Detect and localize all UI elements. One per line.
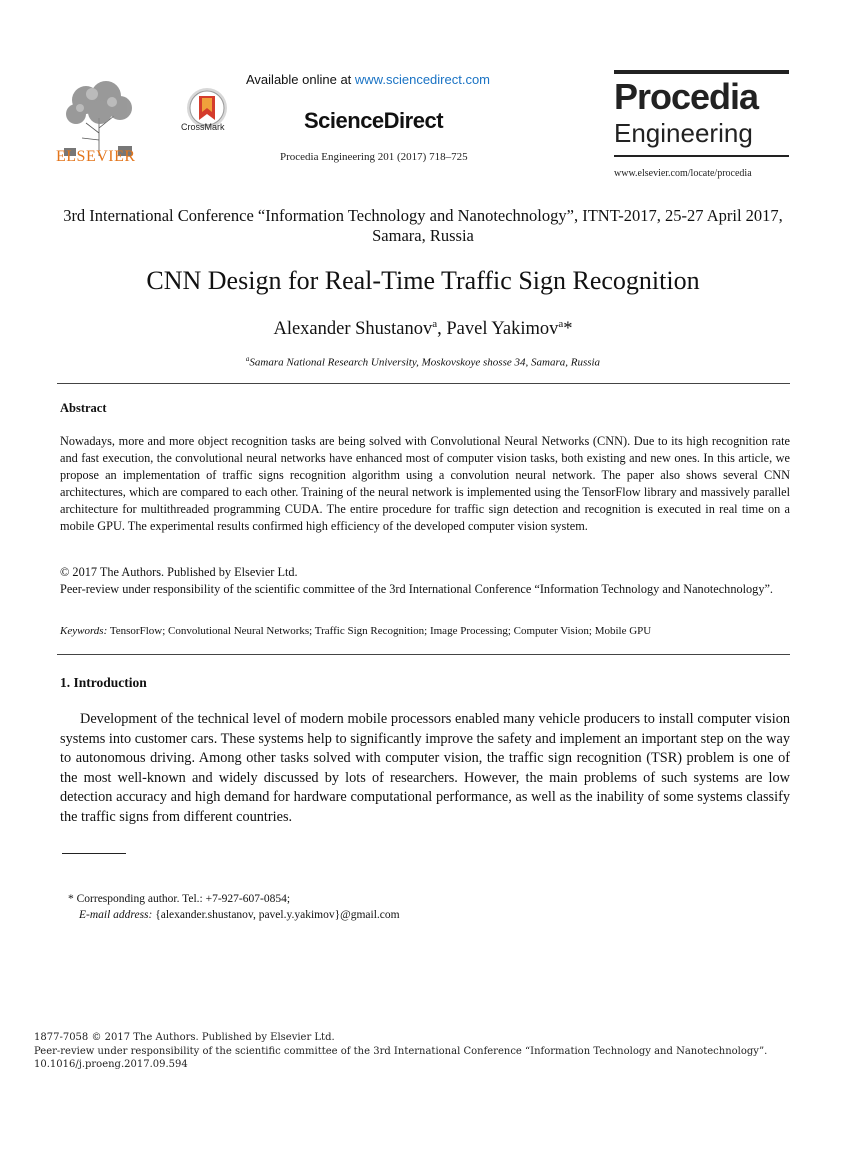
- abstract-heading: Abstract: [60, 401, 107, 415]
- author-name: Alexander Shustanov: [273, 319, 433, 340]
- footer-issn: 1877-7058 © 2017 The Authors. Published by Elsevier Ltd.: [34, 1032, 335, 1043]
- procedia-subtitle: Engineering: [614, 118, 753, 148]
- abstract-bottom-rule: [57, 654, 790, 655]
- copyright-line: © 2017 The Authors. Published by Elsevier Ltd.: [60, 565, 298, 579]
- peer-review-line: Peer-review under responsibility of the scientific committee of the 3rd International Conference “Information Technology and Nanotechnology”.: [60, 582, 774, 596]
- email-note: [79, 909, 400, 921]
- footer-doi[interactable]: 10.1016/j.proeng.2017.09.594: [34, 1059, 188, 1070]
- procedia-top-bar: [614, 70, 789, 74]
- email-label: E-mail address:: [79, 909, 153, 921]
- availability-prefix: Available online at: [246, 72, 355, 87]
- email-address[interactable]: {alexander.shustanov, pavel.y.yakimov}@gmail.com: [152, 909, 400, 921]
- conference-line: 3rd International Conference “Information Technology and Nanotechnology”, ITNT-2017, 25-27 April 2017, Samara, Russia: [63, 206, 783, 245]
- author-affil-mark: a: [558, 318, 564, 330]
- abstract-body: Nowadays, more and more object recognition tasks are being solved with Convolutional Neural Networks (CNN). Due to its high recognition rate and fast execution, the convolutional neural networks have enhanced most of computer vision tasks, both existing and new ones. In this article, we propose an implementation of traffic signs recognition algorithm using a convolution neural network. The paper also shows several CNN architectures, which are compared to each other. Training of the neural network is implemented using the TensorFlow library and massively parallel architecture for multithreaded programming CUDA. The entire procedure for traffic sign detection and recognition is executed in real time on a mobile GPU. The experimental results confirmed high efficiency of the developed computer vision system.: [60, 434, 790, 533]
- sciencedirect-link[interactable]: www.sciencedirect.com: [354, 72, 491, 87]
- author-list: [40, 318, 806, 340]
- footer-peer-review: Peer-review under responsibility of the scientific committee of the 3rd International Conference “Information Technology and Nanotechnology”.: [34, 1045, 768, 1057]
- page-footer: [34, 1031, 794, 1072]
- affiliation-mark: a: [245, 355, 250, 363]
- keywords-label: Keywords:: [60, 625, 108, 637]
- journal-reference: Procedia Engineering 201 (2017) 718–725: [280, 151, 468, 163]
- affiliation-text: Samara National Research University, Moskovskoye shosse 34, Samara, Russia: [249, 356, 601, 369]
- keywords-list: TensorFlow; Convolutional Neural Networks; Traffic Sign Recognition; Image Processing; Computer Vision; Mobile GPU: [107, 625, 652, 637]
- author-name: Pavel Yakimov: [446, 319, 559, 340]
- footnote-rule: [62, 853, 126, 854]
- sciencedirect-wordmark: ScienceDirect: [304, 108, 444, 133]
- copyright-block: [60, 564, 790, 598]
- procedia-title: Procedia: [614, 76, 759, 117]
- abstract-top-rule: [57, 383, 790, 384]
- author-affil-mark: a: [432, 318, 438, 330]
- corresponding-author-note: * Corresponding author. Tel.: +7-927-607-0854;: [68, 893, 291, 905]
- author-separator: ,: [437, 319, 447, 340]
- availability-line: [246, 72, 490, 87]
- introduction-body: Development of the technical level of modern mobile processors enabled many vehicle producers to install computer vision systems into customer cars. These systems help to significantly improve the safety and implement an important step on the way to autonomous driving. Among other tasks solved with computer vision, the traffic sign recognition (TSR) problem is one of the most well-known and widely discussed by lots of researchers. However, the main problems of such systems are low detection accuracy and high demand for hardware computational performance, as well as the inability of some systems classify the traffic signs from different countries.: [60, 711, 790, 825]
- elsevier-wordmark: ELSEVIER: [56, 148, 136, 165]
- crossmark-label: CrossMark: [181, 122, 225, 132]
- introduction-heading: 1. Introduction: [60, 675, 147, 690]
- paper-title: CNN Design for Real-Time Traffic Sign Recognition: [146, 266, 700, 295]
- keywords-line: [60, 625, 800, 637]
- affiliation: [40, 355, 806, 369]
- corresponding-mark: *: [563, 319, 573, 340]
- procedia-url[interactable]: www.elsevier.com/locate/procedia: [614, 168, 752, 179]
- procedia-divider: [614, 155, 789, 157]
